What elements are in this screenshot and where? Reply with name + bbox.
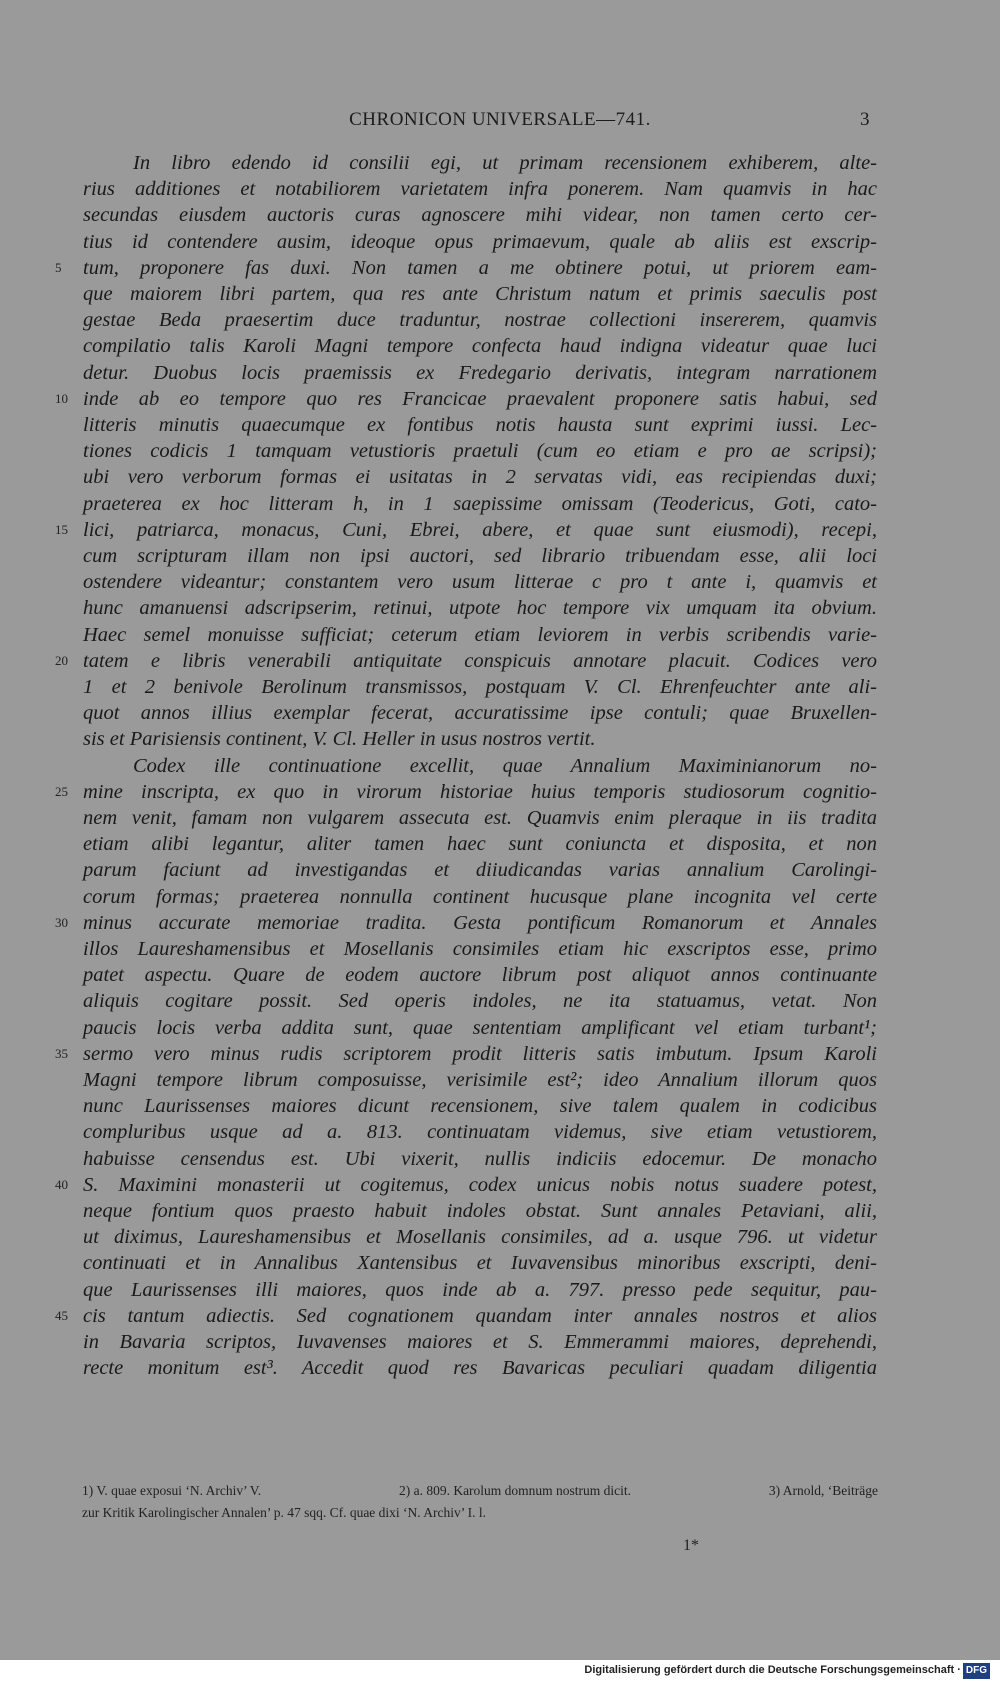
footnote-2: 2) a. 809. Karolum domnum nostrum dicit. [398,1483,632,1498]
text-line: sis et Parisiensis continent, V. Cl. Heller in usus nostros vertit. [83,728,596,750]
footer-text: Digitalisierung gefördert durch die Deutsche Forschungsgemeinschaft · [584,1664,961,1676]
text-line: In libro edendo id consilii egi, ut primam recensionem exhiberem, alte- [133,152,877,174]
text-line: ostendere videantur; constantem vero usum litterae c pro t ante i, quamvis et [83,571,877,593]
text-line: hunc amanuensi adscripserim, retinui, utpote hoc tempore vix umquam ita obvium. [83,597,877,619]
text-line: praeterea ex hoc litteram h, in 1 saepissime omissam (Teodericus, Goti, cato- [83,493,877,515]
text-line: cis tantum adiectis. Sed cognationem quandam inter annales nostros et alios [83,1305,877,1327]
text-line: cum scripturam illam non ipsi auctori, sed librario tribuendam esse, alii loci [83,545,877,567]
footnote-line [82,1502,878,1524]
text-line: mine inscripta, ex quo in virorum historiae huius temporis studiosorum cognitio- [83,781,877,803]
signature-mark: 1* [683,1537,699,1554]
text-line: minus accurate memoriae tradita. Gesta pontificum Romanorum et Annales [83,912,877,934]
text-line: parum faciunt ad investigandas et diiudicandas varias annalium Carolingi- [83,859,877,881]
text-line: aliquis cogitare possit. Sed operis indoles, ne ita statuamus, vetat. Non [83,990,877,1012]
line-number: 20 [55,653,68,668]
footnote-1: 1) V. quae exposui ‘N. Archiv’ V. [82,1483,262,1498]
text-line: que Laurissenses illi maiores, quos inde ab a. 797. presso pede sequitur, pau- [83,1279,877,1301]
text-line: tius id contendere ausim, ideoque opus primaevum, quale ab aliis est exscrip- [83,231,877,253]
text-line: quot annos illius exemplar fecerat, accuratissime ipse contuli; quae Bruxellen- [83,702,877,724]
line-number: 40 [55,1177,68,1192]
text-line: Codex ille continuatione excellit, quae Annalium Maximinianorum no- [133,755,877,777]
text-line: corum formas; praeterea nonnulla continent hucusque plane incognita vel certe [83,886,877,908]
text-line: neque fontium quos praesto habuit indoles obstat. Sunt annales Petaviani, alii, [83,1200,877,1222]
page-number: 3 [860,109,870,130]
text-line: tatem e libris venerabili antiquitate conspicuis annotare placuit. Codices vero [83,650,877,672]
running-header [0,109,1000,137]
text-line: nunc Laurissenses maiores dicunt recensionem, sive talem qualem in codicibus [83,1095,877,1117]
text-line: compilatio talis Karoli Magni tempore confecta haud indigna videatur quae luci [83,335,877,357]
text-line: 1 et 2 benivole Berolinum transmissos, postquam V. Cl. Ehrenfeuchter ante ali- [83,676,877,698]
line-number: 35 [55,1046,68,1061]
line-number: 30 [55,915,68,930]
text-line: patet aspectu. Quare de eodem auctore librum post aliquot annos continuante [83,964,877,986]
line-number: 45 [55,1308,68,1323]
text-line: gestae Beda praesertim duce traduntur, nostrae collectioni insererem, quamvis [83,309,877,331]
text-line: paucis locis verba addita sunt, quae sententiam amplificant vel etiam turbant¹; [83,1017,877,1039]
text-line: tiones codicis 1 tamquam vetustioris praetuli (cum eo etiam e pro ae scripsi); [83,440,877,462]
line-number: 5 [55,260,62,275]
running-title: CHRONICON UNIVERSALE—741. [349,109,651,130]
text-line: habuisse censendus est. Ubi vixerit, nullis indiciis edocemur. De monacho [83,1148,877,1170]
digitization-footer [584,1662,990,1678]
text-line: litteris minutis quaecumque ex fontibus notis hausta sunt exprimi iussi. Lec- [83,414,877,436]
text-line: secundas eiusdem auctoris curas agnoscere mihi videar, non tamen certo cer- [83,204,877,226]
line-number: 25 [55,784,68,799]
line-number: 15 [55,522,68,537]
text-line: compluribus usque ad a. 813. continuatam videmus, sive etiam vetustiorem, [83,1121,877,1143]
text-line: etiam alibi legantur, aliter tamen haec sunt coniuncta et disposita, et non [83,833,877,855]
text-line: illos Laureshamensibus et Mosellanis consimiles etiam hic exscriptos esse, primo [83,938,877,960]
text-line: detur. Duobus locis praemissis ex Fredegario derivatis, integram narrationem [83,362,877,384]
text-line: lici, patriarca, monacus, Cuni, Ebrei, abere, et quae sunt eiusmodi), recepi, [83,519,877,541]
text-line: ubi vero verborum formas ei usitatas in 2 servatas vidi, eas recipiendas duxi; [83,466,877,488]
footnote-3: 3) Arnold, ‘Beiträge [768,1483,878,1498]
text-line: S. Maximini monasterii ut cogitemus, codex unicus nobis notus suadere potest, [83,1174,877,1196]
text-line: inde ab eo tempore quo res Francicae praevalent proponere satis habui, sed [83,388,877,410]
footnote-line [82,1480,878,1502]
text-line: Magni tempore librum composuisse, verisimile est²; ideo Annalium illorum quos [83,1069,877,1091]
text-line: ut diximus, Laureshamensibus et Mosellanis consimiles, ad a. usque 796. ut videtur [83,1226,877,1248]
text-line: sermo vero minus rudis scriptorem prodit litteris satis imbutum. Ipsum Karoli [83,1043,877,1065]
line-number: 10 [55,391,68,406]
text-line: recte monitum est³. Accedit quod res Bavaricas peculiari quadam diligentia [83,1357,877,1379]
text-line: que maiorem libri partem, qua res ante Christum natum et primis saeculis post [83,283,877,305]
text-line: in Bavaria scriptos, Iuvavenses maiores et S. Emmerammi maiores, deprehendi, [83,1331,877,1353]
text-line: rius additiones et notabiliorem varietatem infra ponerem. Nam quamvis in hac [83,178,877,200]
text-line: tum, proponere fas duxi. Non tamen a me obtinere potui, ut priorem eam- [83,257,877,279]
text-line: Haec semel monuisse sufficiat; ceterum etiam leviorem in verbis scribendis varie- [83,624,877,646]
text-line: continuati et in Annalibus Xantensibus et Iuvavensibus minoribus exscripti, deni- [83,1252,877,1274]
footnotes [82,1480,878,1524]
footnote-3-cont: zur Kritik Karolingischer Annalen’ p. 47 sqq. Cf. quae dixi ‘N. Archiv’ I. l. [82,1505,487,1520]
text-line: nem venit, famam non vulgarem assecuta est. Quamvis enim pleraque in iis tradita [83,807,877,829]
dfg-logo: DFG [963,1663,990,1679]
